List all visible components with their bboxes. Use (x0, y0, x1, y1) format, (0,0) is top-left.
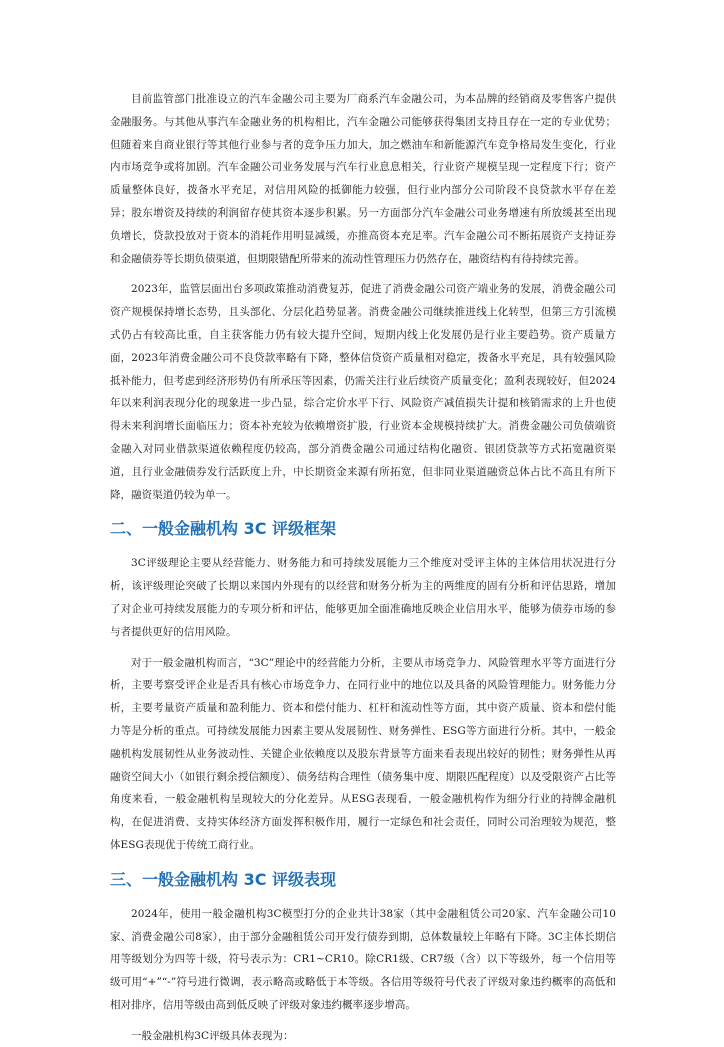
section-2-paragraph-2: 对于一般金融机构而言，“3C”理论中的经营能力分析，主要从市场竞争力、风险管理水平等方面进行分析，主要考察受评企业是否具有核心市场竞争力、在同行业中的地位以及具备的风险管理能力。财务能力分析，主要考量资产质量和盈利能力、资本和偿付能力、杠杆和流动性等方面，其中资产质量、资本和偿付能力等是分析的重点。可持续发展能力因素主要从发展韧性、财务弹性、ESG等方面进行分析。其中，一般金融机构发展韧性从业务波动性、关键企业依赖度以及股东背景等方面来看表现出较好的韧性；财务弹性从再融资空间大小（如银行剩余授信额度）、债务结构合理性（债务集中度、期限匹配程度）以及受限资产占比等角度来看，一般金融机构呈现较大的分化差异。从ESG表现看，一般金融机构作为细分行业的持牌金融机构，在促进消费、支持实体经济方面发挥积极作用，履行一定绿色和社会责任，同时公司治理较为规范，整体ESG表现优于传统工商行业。 (110, 656, 616, 851)
section-3-heading: 三、一般金融机构 3C 评级表现 (110, 869, 337, 889)
section-3-paragraph-1: 2024年，使用一般金融机构3C模型打分的企业共计38家（其中金融租赁公司20家、汽车金融公司10家、消费金融公司8家），由于部分金融租赁公司开发行债券到期，总体数量较上年略有下降。3C主体长期信用等级划分为四等十级，符号表示为：CR1~CR10。除CR1级、CR7级（含）以下等级外，每一个信用等级可用“+”“-”符号进行微调，表示略高或略低于本等级。各信用等级符号代表了评级对象违约概率的高低和相对排序，信用等级由高到低反映了评级对象违约概率逐步增高。 (110, 907, 616, 1011)
section-3-paragraph-2: 一般金融机构3C评级具体表现为： (131, 1029, 294, 1042)
intro-paragraph-2: 2023年，监管层面出台多项政策推动消费复苏，促进了消费金融公司资产端业务的发展，消费金融公司资产规模保持增长态势，且头部化、分层化趋势显著。消费金融公司继续推进线上化转型，但第三方引流模式仍占有较高比重，自主获客能力仍有较大提升空间，短期内线上化发展仍是行业主要趋势。资产质量方面，2023年消费金融公司不良贷款率略有下降，整体信贷资产质量相对稳定，拨备水平充足，具有较强风险抵补能力，但考虑到经济形势仍有所承压等因素，仍需关注行业后续资产质量变化；盈利表现较好，但2024年以来利润表现分化的现象进一步凸显，综合定价水平下行、风险资产减值损失计提和核销需求的上升也使得未来利润增长面临压力；资本补充较为依赖增资扩股，行业资本金规模持续扩大。消费金融公司负债端资金融入对同业借款渠道依赖程度仍较高，部分消费金融公司通过结构化融资、银团贷款等方式拓宽融资渠道，且行业金融债券发行活跃度上升，中长期资金来源有所拓宽，但非同业渠道融资总体占比不高且有所下降，融资渠道仍较为单一。 (110, 283, 616, 501)
section-2-heading: 二、一般金融机构 3C 评级框架 (110, 519, 337, 539)
intro-paragraph-1: 目前监管部门批准设立的汽车金融公司主要为厂商系汽车金融公司，为本品牌的经销商及零售客户提供金融服务。与其他从事汽车金融业务的机构相比，汽车金融公司能够获得集团支持且存在一定的专业优势；但随着来自商业银行等其他行业参与者的竞争压力加大，加之燃油车和新能源汽车竞争格局发生变化，行业内市场竞争或将加剧。汽车金融公司业务发展与汽车行业息息相关，行业资产规模呈现一定程度下行；资产质量整体良好，拨备水平充足，对信用风险的抵御能力较强，但行业内部分公司阶段不良贷款水平存在差异；股东增资及持续的利润留存使其资本逐步积累。另一方面部分汽车金融公司业务增速有所放缓甚至出现负增长，贷款投放对于资本的消耗作用明显减缓，亦推高资本充足率。汽车金融公司不断拓展资产支持证券和金融债券等长期负债渠道，但期限错配所带来的流动性管理压力仍然存在，融资结构有待持续完善。 (110, 93, 616, 265)
section-2-paragraph-1: 3C评级理论主要从经营能力、财务能力和可持续发展能力三个维度对受评主体的主体信用状况进行分析，该评级理论突破了长期以来国内外现有的以经营和财务分析为主的两维度的固有分析和评估思路，增加了对企业可持续发展能力的专项分析和评估，能够更加全面准确地反映企业信用水平，能够为债券市场的参与者提供更好的信用风险。 (110, 557, 616, 638)
